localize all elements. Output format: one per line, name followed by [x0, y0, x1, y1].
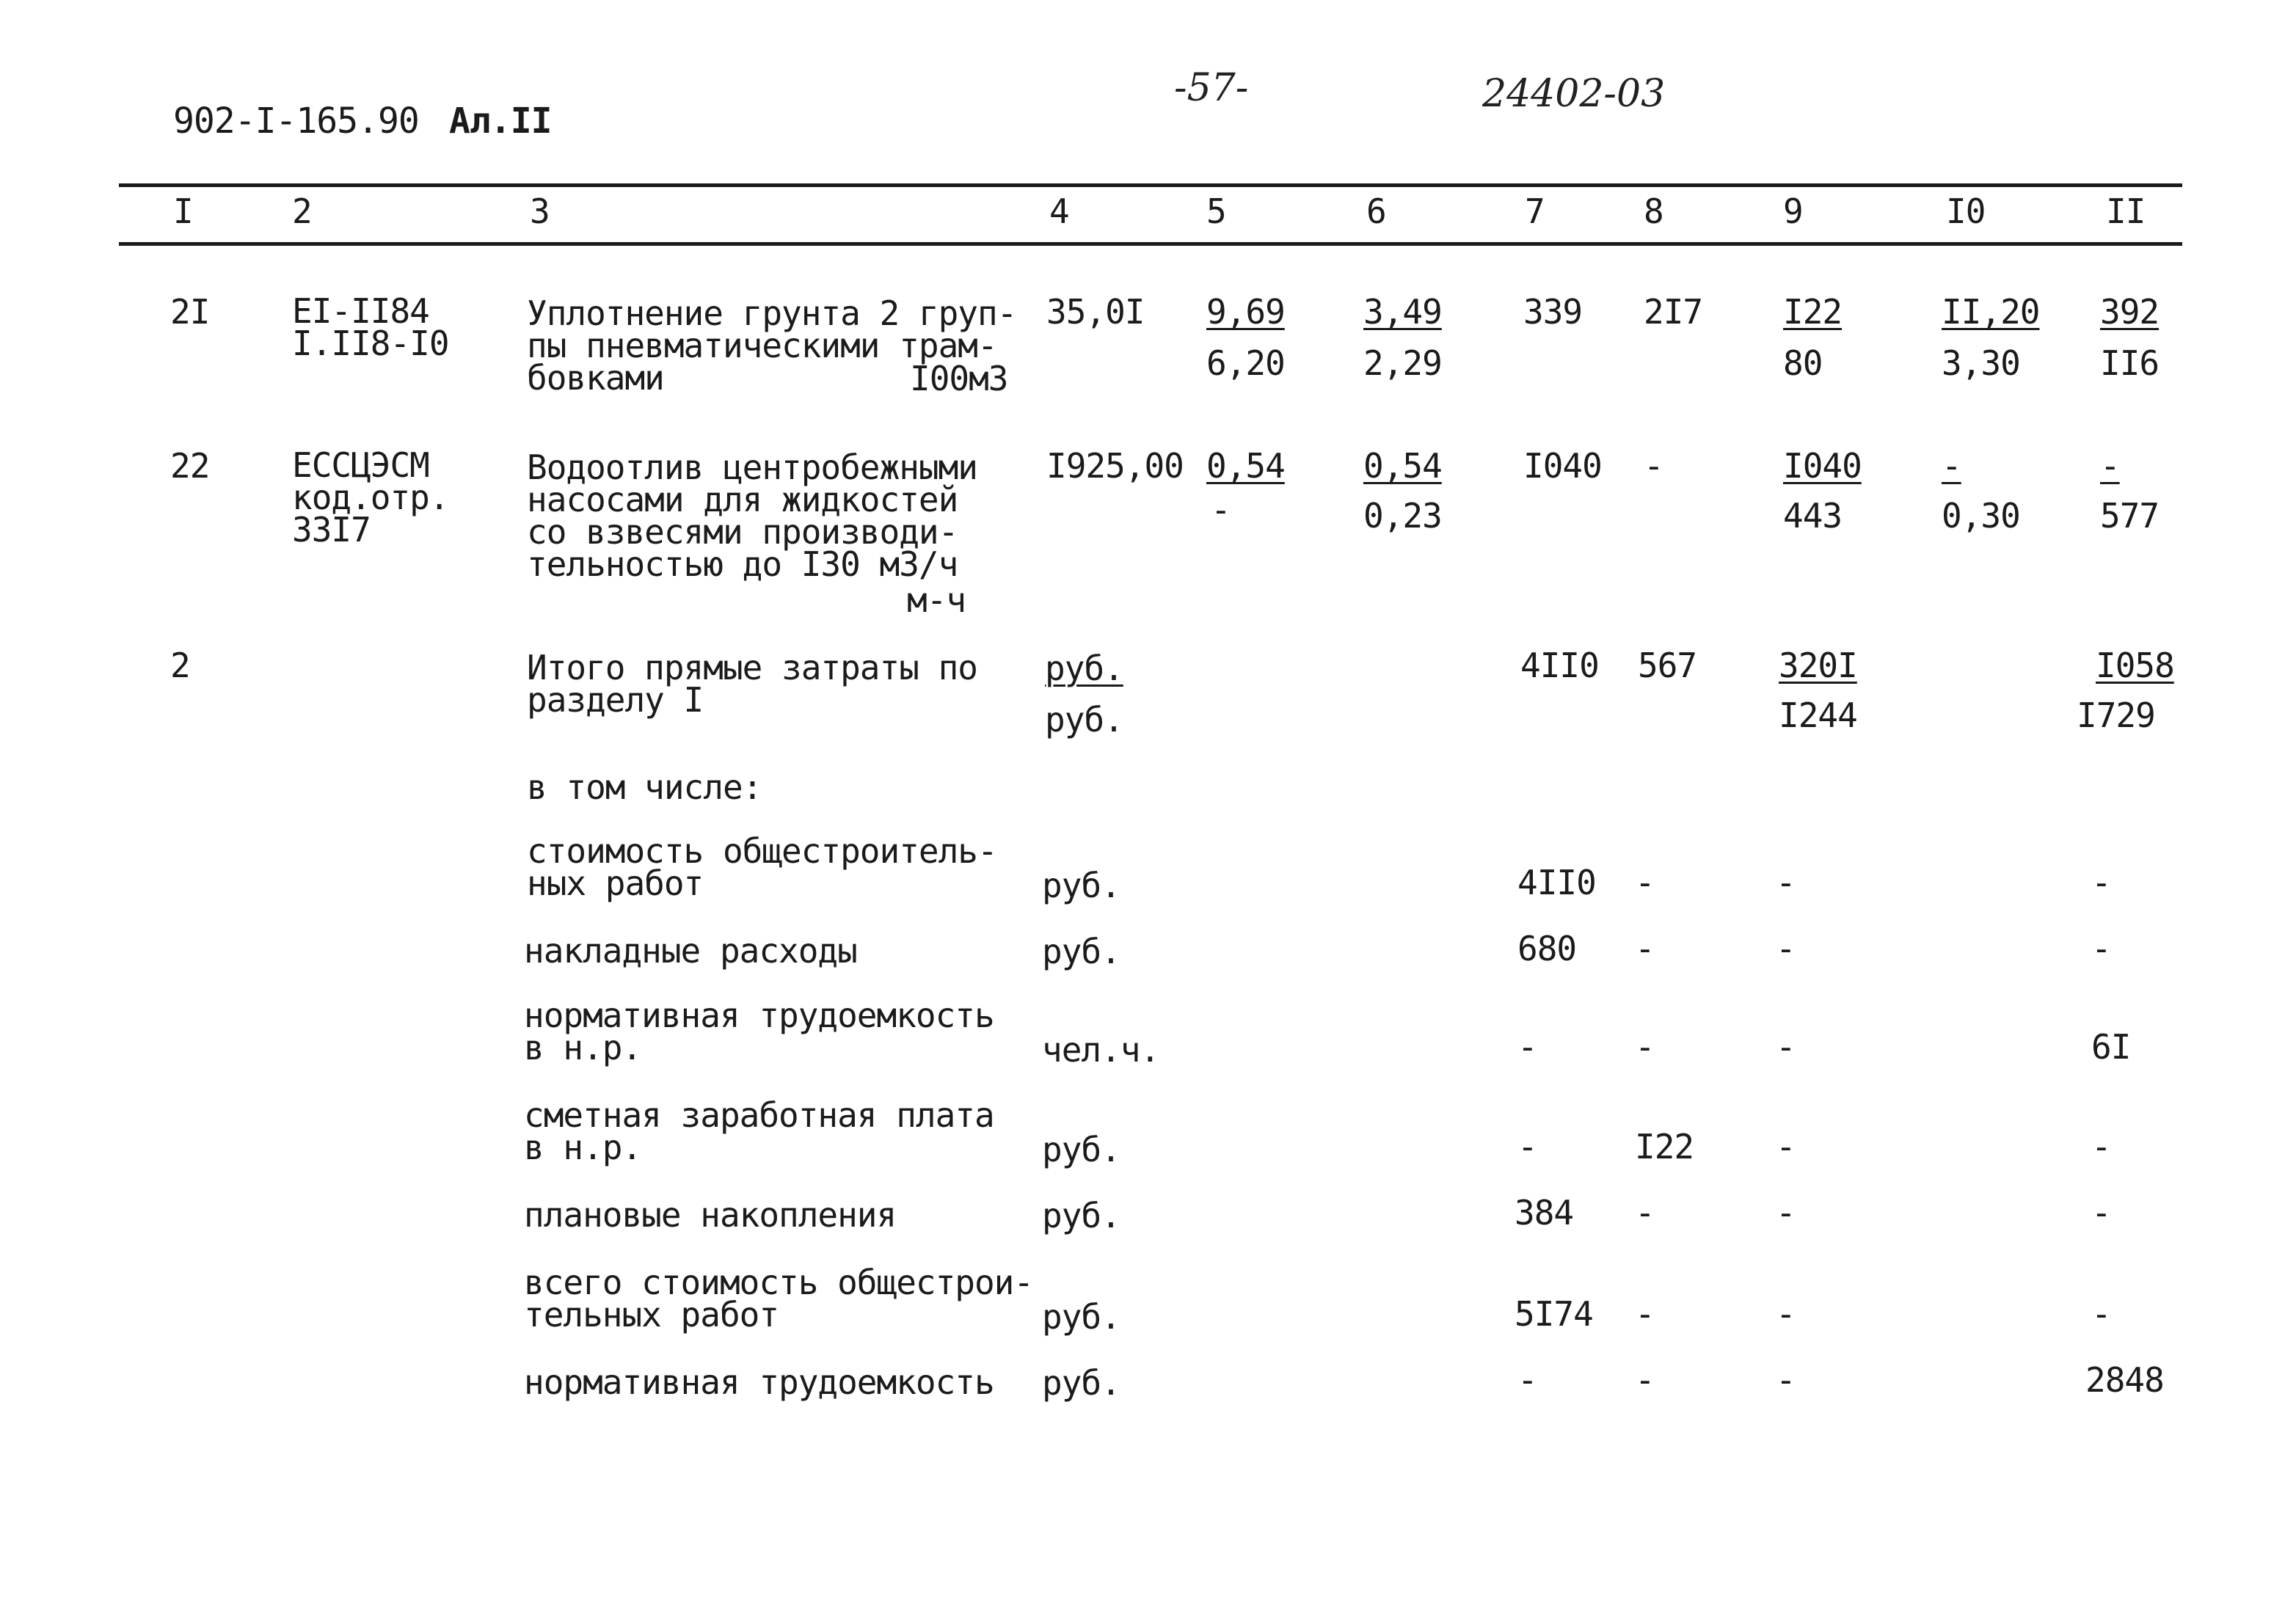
total-unit-secondary: руб.: [1045, 700, 1123, 740]
table-header-rule: [119, 242, 2182, 246]
column-number: 5: [1206, 191, 1226, 231]
cost-item-unit: руб.: [1042, 1363, 1120, 1403]
cost-item-labor: -: [2091, 1294, 2111, 1334]
cost-item-total: -: [1517, 1127, 1537, 1166]
machine-cost: 3,49: [1363, 292, 1442, 332]
cost-item-total: 680: [1517, 929, 1577, 968]
labor-total-machine: 577: [2100, 496, 2160, 536]
cost-item-label: плановые накопления: [524, 1195, 897, 1235]
total-cost: 4II0: [1520, 646, 1599, 685]
work-description: Уплотнение грунта 2 груп- пы пневматическими трам- бовками: [527, 293, 1017, 398]
wages-cost: 2I7: [1644, 292, 1703, 332]
column-number: I0: [1946, 191, 1986, 231]
total-unit: руб.: [1045, 649, 1123, 688]
row-number: 22: [170, 446, 210, 486]
section-number: 2: [170, 646, 190, 685]
wages-cost: -: [1644, 446, 1663, 486]
labor-unit: -: [1942, 446, 1961, 486]
cost-item-wages: -: [1635, 929, 1655, 968]
column-number: 3: [530, 191, 550, 231]
cost-item-unit: руб.: [1042, 1130, 1120, 1169]
cost-item-unit: чел.ч.: [1042, 1030, 1160, 1070]
machine-wages: 0,23: [1363, 496, 1442, 536]
table-top-rule: [119, 183, 2182, 187]
page-number: -57-: [1174, 66, 1249, 110]
labor-unit: II,20: [1942, 292, 2040, 332]
cost-item-label: стоимость общестроитель- ных работ: [527, 831, 997, 903]
cost-item-machine: -: [1776, 863, 1796, 902]
quantity: 35,0I: [1046, 292, 1145, 332]
cost-item-wages: I22: [1635, 1127, 1694, 1166]
column-number: II: [2106, 191, 2146, 231]
labor-total-machine: II6: [2100, 343, 2160, 383]
total-cost: I040: [1523, 446, 1602, 486]
unit-cost-total: 0,54: [1206, 446, 1285, 486]
column-number: 8: [1644, 191, 1663, 231]
cost-item-unit: руб.: [1042, 932, 1120, 971]
cost-item-machine: -: [1776, 1193, 1796, 1233]
cost-item-label: сметная заработная плата в н.р.: [524, 1095, 994, 1167]
cost-item-label: нормативная трудоемкость: [524, 1362, 994, 1402]
machine-total: I22: [1783, 292, 1843, 332]
including-label: в том числе:: [527, 767, 762, 807]
cost-item-labor: -: [2091, 929, 2111, 968]
cost-item-machine: -: [1776, 1360, 1796, 1400]
cost-item-machine: -: [1776, 1027, 1796, 1067]
machine-wages-total: 80: [1783, 343, 1823, 383]
column-number: I: [173, 191, 193, 231]
total-label: Итого прямые затраты по разделу I: [527, 648, 977, 720]
cost-item-unit: руб.: [1042, 1297, 1120, 1337]
cost-item-total: 4II0: [1517, 863, 1596, 902]
cost-item-wages: -: [1635, 1360, 1655, 1400]
column-number: 7: [1525, 191, 1545, 231]
unit-cost-wages: 6,20: [1206, 343, 1285, 383]
column-number: 2: [292, 191, 312, 231]
cost-item-wages: -: [1635, 1027, 1655, 1067]
cost-item-wages: -: [1635, 863, 1655, 902]
cost-item-wages: -: [1635, 1294, 1655, 1334]
total-wages: 567: [1638, 646, 1697, 685]
column-number: 9: [1783, 191, 1803, 231]
cost-item-label: всего стоимость общестрои- тельных работ: [524, 1263, 1034, 1334]
total-cost: 339: [1523, 292, 1583, 332]
cost-item-wages: -: [1635, 1193, 1655, 1233]
row-number: 2I: [170, 292, 210, 332]
cost-item-labor: 6I: [2091, 1027, 2131, 1067]
unit-of-measure: м-ч: [907, 580, 966, 620]
unit-of-measure: I00м3: [910, 359, 1008, 398]
cost-item-machine: -: [1776, 929, 1796, 968]
cost-item-labor: 2848: [2085, 1360, 2164, 1400]
cost-item-labor: -: [2091, 863, 2111, 902]
machine-wages-total: 443: [1783, 496, 1843, 536]
cost-item-total: -: [1517, 1027, 1537, 1067]
sheet-label: Ал.II: [449, 101, 552, 142]
cost-item-total: -: [1517, 1360, 1537, 1400]
cost-item-machine: -: [1776, 1294, 1796, 1334]
total-machine-wages: I244: [1779, 695, 1857, 735]
machine-cost: 0,54: [1363, 446, 1442, 486]
cost-item-total: 384: [1515, 1193, 1574, 1233]
machine-wages: 2,29: [1363, 343, 1442, 383]
cost-item-label: нормативная трудоемкость в н.р.: [524, 996, 994, 1067]
quantity: I925,00: [1046, 446, 1184, 486]
total-labor-machine: I729: [2077, 695, 2155, 735]
norm-code: EI-II84 I.II8-I0: [292, 291, 449, 363]
cost-item-labor: -: [2091, 1127, 2111, 1166]
total-labor: I058: [2096, 646, 2174, 685]
document-code: 902-I-165.90: [173, 101, 419, 142]
column-number: 6: [1366, 191, 1386, 231]
labor-unit-machine: 0,30: [1942, 496, 2020, 536]
cost-item-labor: -: [2091, 1193, 2111, 1233]
cost-item-total: 5I74: [1515, 1294, 1593, 1334]
labor-total: -: [2100, 446, 2120, 486]
machine-total: I040: [1783, 446, 1862, 486]
total-machine: 320I: [1779, 646, 1857, 685]
column-number: 4: [1049, 191, 1069, 231]
work-description: Водоотлив центробежными насосами для жидкостей со взвесями производи- тельностью до I30 м3/ч: [527, 448, 977, 584]
labor-total: 392: [2100, 292, 2160, 332]
cost-item-machine: -: [1776, 1127, 1796, 1166]
norm-code: ЕССЦЭСМ код.отр. 33I7: [292, 445, 449, 549]
labor-unit-machine: 3,30: [1942, 343, 2020, 383]
cost-item-unit: руб.: [1042, 1196, 1120, 1235]
handwritten-code: 24402-03: [1482, 72, 1666, 116]
unit-cost-wages: -: [1211, 490, 1231, 530]
unit-cost-total: 9,69: [1206, 292, 1285, 332]
cost-item-unit: руб.: [1042, 866, 1120, 905]
cost-item-label: накладные расходы: [524, 931, 857, 971]
